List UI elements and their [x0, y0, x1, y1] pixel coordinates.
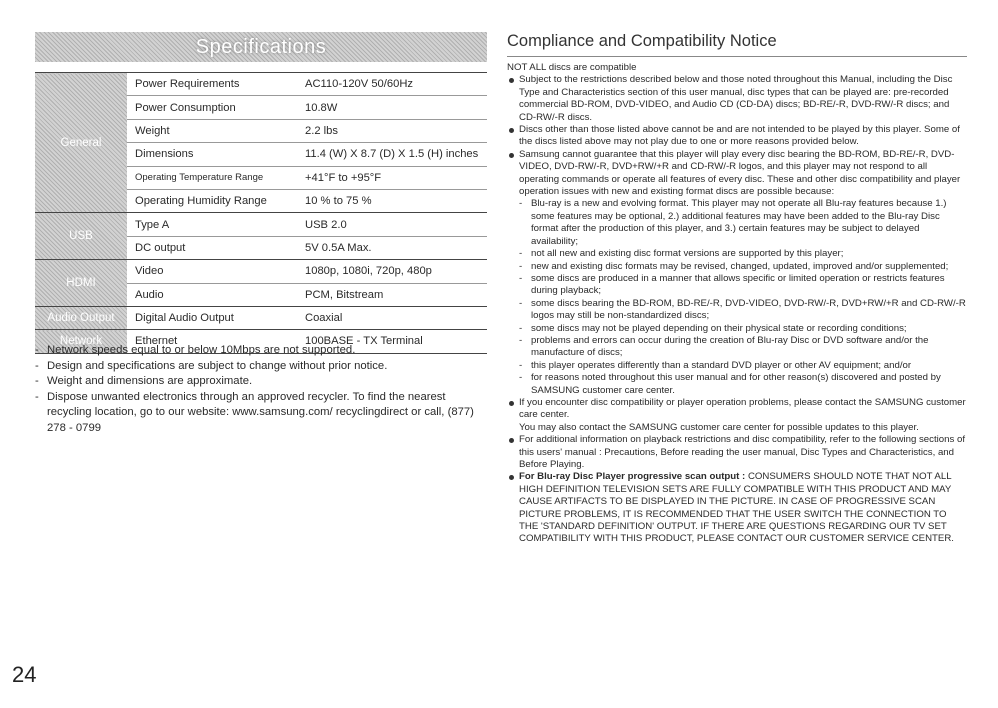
bullet-item: Samsung cannot guarantee that this player will play every disc bearing the BD-ROM, BD-RE/-R, DVD-VIDEO, DVD-RW/-R, DVD+RW/+R and CD-RW/-R logos, and this player may not respond to all operating commands or operate all features of every disc. These and other disc compatibility and player operation issues with new and existing format discs are possible because: [507, 149, 967, 199]
spec-label: Power Requirements [127, 73, 297, 96]
reason-item: - some discs are produced in a manner that allows specific or limited operation or restricts features during playback; [519, 272, 945, 297]
bullet-item: If you encounter disc compatibility or player operation problems, please contact the SAMSUNG customer care center. You may also contact the SAMSUNG customer care center for possible updates to this player. [507, 397, 967, 434]
compliance-section [507, 32, 967, 546]
reason-item: - some discs may not be played depending on their physical state or recording conditions; [519, 322, 907, 334]
compliance-intro: NOT ALL discs are compatible [507, 62, 637, 73]
note-item: - Dispose unwanted electronics through an approved recycler. To find the nearest recycling location, go to our website: www.samsung.com/ recyclingdirect or call, (877) 278 - 0799 [35, 390, 474, 434]
compliance-title: Compliance and Compatibility Notice [507, 32, 967, 57]
spec-label: Audio [127, 283, 297, 306]
reason-item: - this player operates differently than a standard DVD player or other AV equipment; and/or [519, 359, 912, 371]
spec-value: AC110-120V 50/60Hz [297, 73, 487, 96]
group-hdmi: HDMI [35, 260, 127, 307]
reason-item: - new and existing disc formats may be revised, changed, updated, improved and/or supplemented; [519, 260, 949, 272]
note-item: - Weight and dimensions are approximate. [35, 375, 253, 388]
reason-item: - for reasons noted throughout this user manual and for other reason(s) discovered and posted by SAMSUNG customer care center. [519, 372, 941, 396]
note-item: - Network speeds equal to or below 10Mbps are not supported. [35, 344, 356, 356]
spec-label: Operating Temperature Range [127, 166, 297, 189]
reason-item: - Blu-ray is a new and evolving format. This player may not operate all Blu-ray features because 1.) some features may be optional, 2.) additional features may have been added to the Blu-ray Disc format after the production of this player, and 3.) certain features may be subject to delayed availability; [519, 198, 947, 247]
group-audio-output: Audio Output [35, 306, 127, 329]
spec-value: 10 % to 75 % [297, 189, 487, 212]
reason-item: - not all new and existing disc format versions are supported by this player; [519, 248, 844, 260]
note-item: - Design and specifications are subject to change without prior notice. [35, 359, 388, 372]
bullet-item: Discs other than those listed above cannot be and are not intended to be played by this player. Some of the discs listed above may not play due to one or more reasons provided below. [507, 124, 967, 149]
bullet-dot-icon [509, 128, 514, 133]
spec-label: Digital Audio Output [127, 306, 297, 329]
spec-label: Ethernet [127, 330, 297, 353]
spec-label: Power Consumption [127, 96, 297, 119]
spec-label: Type A [127, 213, 297, 236]
reason-item: - some discs bearing the BD-ROM, BD-RE/-R, DVD-VIDEO, DVD-RW/-R, DVD+RW/+R and CD-RW/-R logos may still be non-standardized discs; [519, 297, 966, 322]
spec-row [35, 213, 487, 236]
spec-value: 11.4 (W) X 8.7 (D) X 1.5 (H) inches [297, 143, 487, 166]
spec-value: 2.2 lbs [297, 119, 487, 142]
bullet-dot-icon [509, 475, 514, 480]
spec-value: 100BASE - TX Terminal [297, 330, 487, 353]
bullet-item: For additional information on playback restrictions and disc compatibility, refer to the following sections of this users' manual : Precautions, Before reading the user manual, Disc Types and Characteristics, and Before Playing. [507, 434, 967, 471]
spec-label: Operating Humidity Range [127, 189, 297, 212]
reason-item: - problems and errors can occur during the creation of Blu-ray Disc or DVD software and/or the manufacture of discs; [519, 334, 929, 359]
spec-value: Coaxial [297, 306, 487, 329]
bullet-dot-icon [509, 153, 514, 158]
bullet-dot-icon [509, 438, 514, 443]
spec-label: DC output [127, 236, 297, 259]
bullet-item: Subject to the restrictions described below and those noted throughout this Manual, including the Disc Type and Characteristics section of this user manual, disc types that can be played are: pre-recorded commercial BD-ROM, DVD-VIDEO, and Audio CD (CD-DA) discs; BD-RE/-R, DVD-RW/-R discs; and CD-RW/-R discs. [507, 74, 967, 124]
spec-row [35, 260, 487, 283]
spec-value: USB 2.0 [297, 213, 487, 236]
group-usb: USB [35, 213, 127, 260]
group-general: General [35, 73, 127, 213]
specifications-title: Specifications [195, 35, 327, 58]
page-number: 24 [12, 662, 37, 687]
specification-notes [35, 343, 490, 437]
bullet-dot-icon [509, 401, 514, 406]
spec-value: PCM, Bitstream [297, 283, 487, 306]
spec-value: 10.8W [297, 96, 487, 119]
reason-list [507, 198, 967, 397]
spec-value: +41°F to +95°F [297, 166, 487, 189]
spec-label: Video [127, 260, 297, 283]
specifications-table [35, 72, 487, 354]
spec-label: Dimensions [127, 143, 297, 166]
spec-value: 1080p, 1080i, 720p, 480p [297, 260, 487, 283]
spec-row [35, 306, 487, 329]
bullet-item: For Blu-ray Disc Player progressive scan output : CONSUMERS SHOULD NOTE THAT NOT ALL HIGH DEFINITION TELEVISION SETS ARE FULLY COMPATIBLE WITH THIS PRODUCT AND MAY CAUSE ARTIFACTS TO BE DISPLAYED IN THE PICTURE. IN CASE OF PROGRESSIVE SCAN PICTURE PROBLEMS, IT IS RECOMMENDED THAT THE USER SWITCH THE CONNECTION TO THE 'STANDARD DEFINITION' OUTPUT. IF THERE ARE QUESTIONS REGARDING OUR TV SET COMPATIBILITY WITH THIS PRODUCT, PLEASE CONTACT OUR CUSTOMER SERVICE CENTER. [507, 471, 967, 545]
bullet-dot-icon [509, 78, 514, 83]
specifications-header [35, 32, 487, 62]
spec-value: 5V 0.5A Max. [297, 236, 487, 259]
spec-label: Weight [127, 119, 297, 142]
spec-row [35, 73, 487, 96]
group-network: Network [35, 330, 127, 353]
